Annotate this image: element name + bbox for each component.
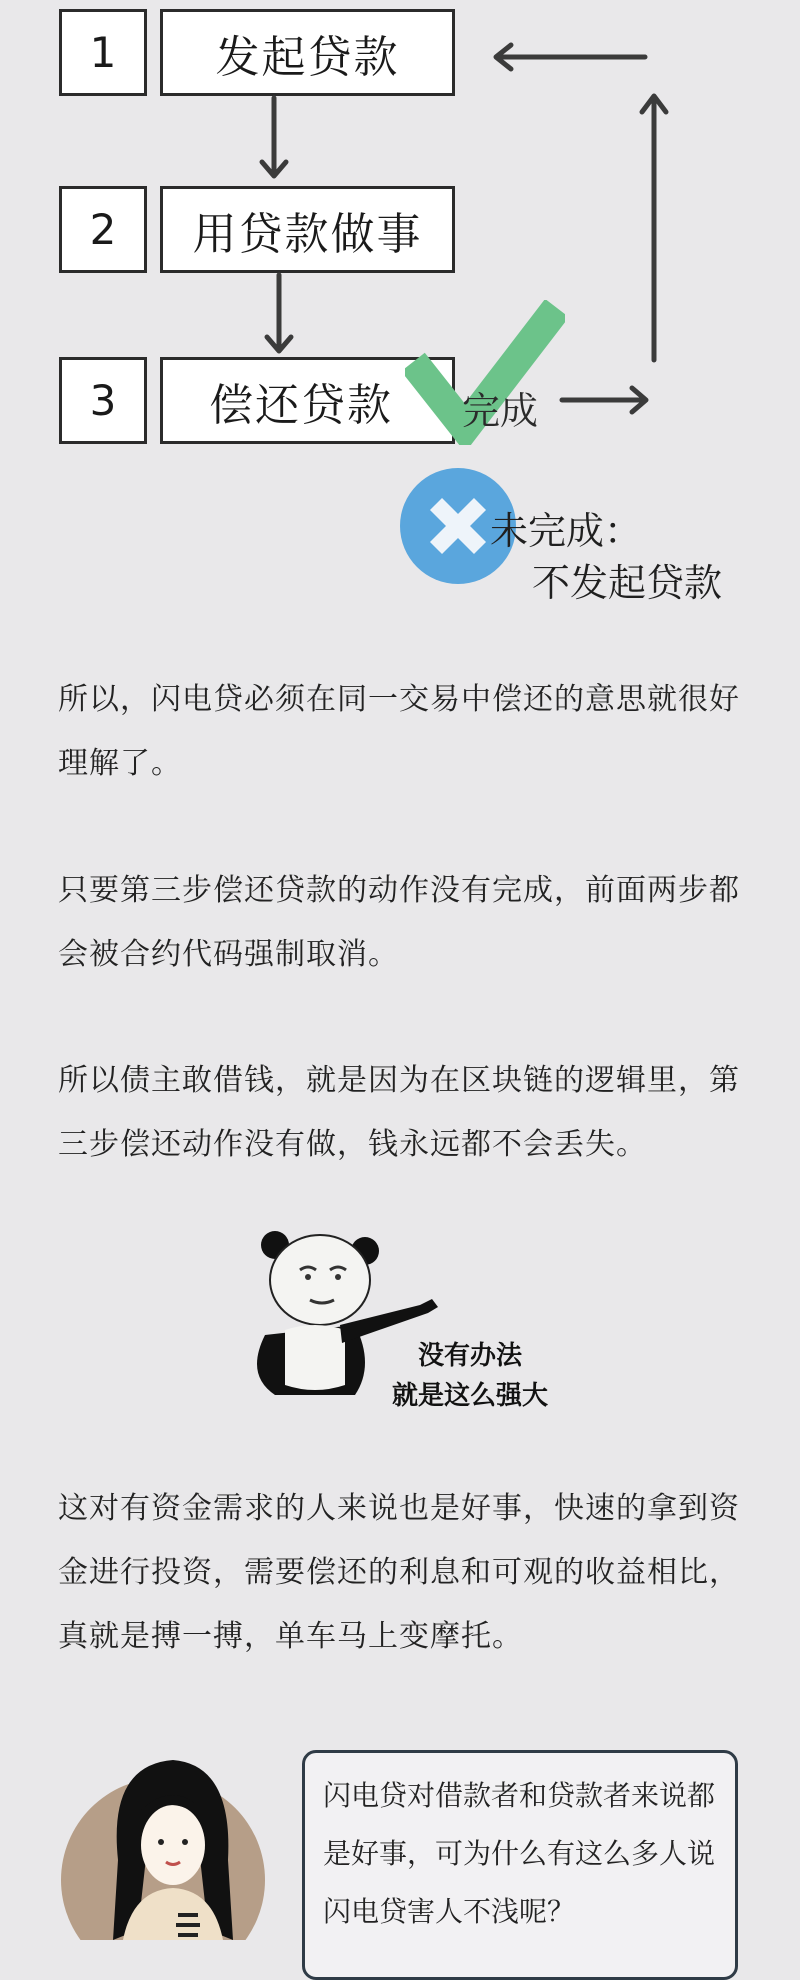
meme-caption-line-1: 没有办法 [417, 1341, 522, 1371]
flow-arrows [0, 0, 800, 470]
step-number-2: 2 [59, 186, 147, 273]
paragraph-2: 只要第三步偿还贷款的动作没有完成，前面两步都会被合约代码强制取消。 [58, 873, 740, 972]
undone-label: 未完成： [490, 509, 643, 553]
step-label-2: 用贷款做事 [160, 186, 455, 273]
panda-illustration [245, 1225, 455, 1400]
paragraph-4: 这对有资金需求的人来说也是好事，快速的拿到资金进行投资，需要偿还的利息和可观的收益相比，真就是搏一搏，单车马上变摩托。 [58, 1491, 740, 1654]
avatar [58, 1740, 268, 1940]
undone-detail-label: 不发起贷款 [532, 561, 723, 605]
paragraph-1: 所以，闪电贷必须在同一交易中偿还的意思就很好理解了。 [58, 682, 740, 781]
speech-bubble [302, 1750, 738, 1980]
step-number-3: 3 [59, 357, 147, 444]
step-number-1: 1 [59, 9, 147, 96]
step-label-1: 发起贷款 [160, 9, 455, 96]
speech-bubble-text: 闪电贷对借款者和贷款者来说都是好事，可为什么有这么多人说闪电贷害人不浅呢？ [323, 1779, 716, 1928]
paragraph-3: 所以债主敢借钱，就是因为在区块链的逻辑里，第三步偿还动作没有做，钱永远都不会丢失。 [58, 1063, 740, 1162]
meme-caption-line-2: 就是这么强大 [391, 1381, 548, 1411]
done-label: 完成 [462, 389, 539, 433]
panda-meme [240, 1225, 570, 1415]
step-label-3: 偿还贷款 [160, 357, 455, 444]
